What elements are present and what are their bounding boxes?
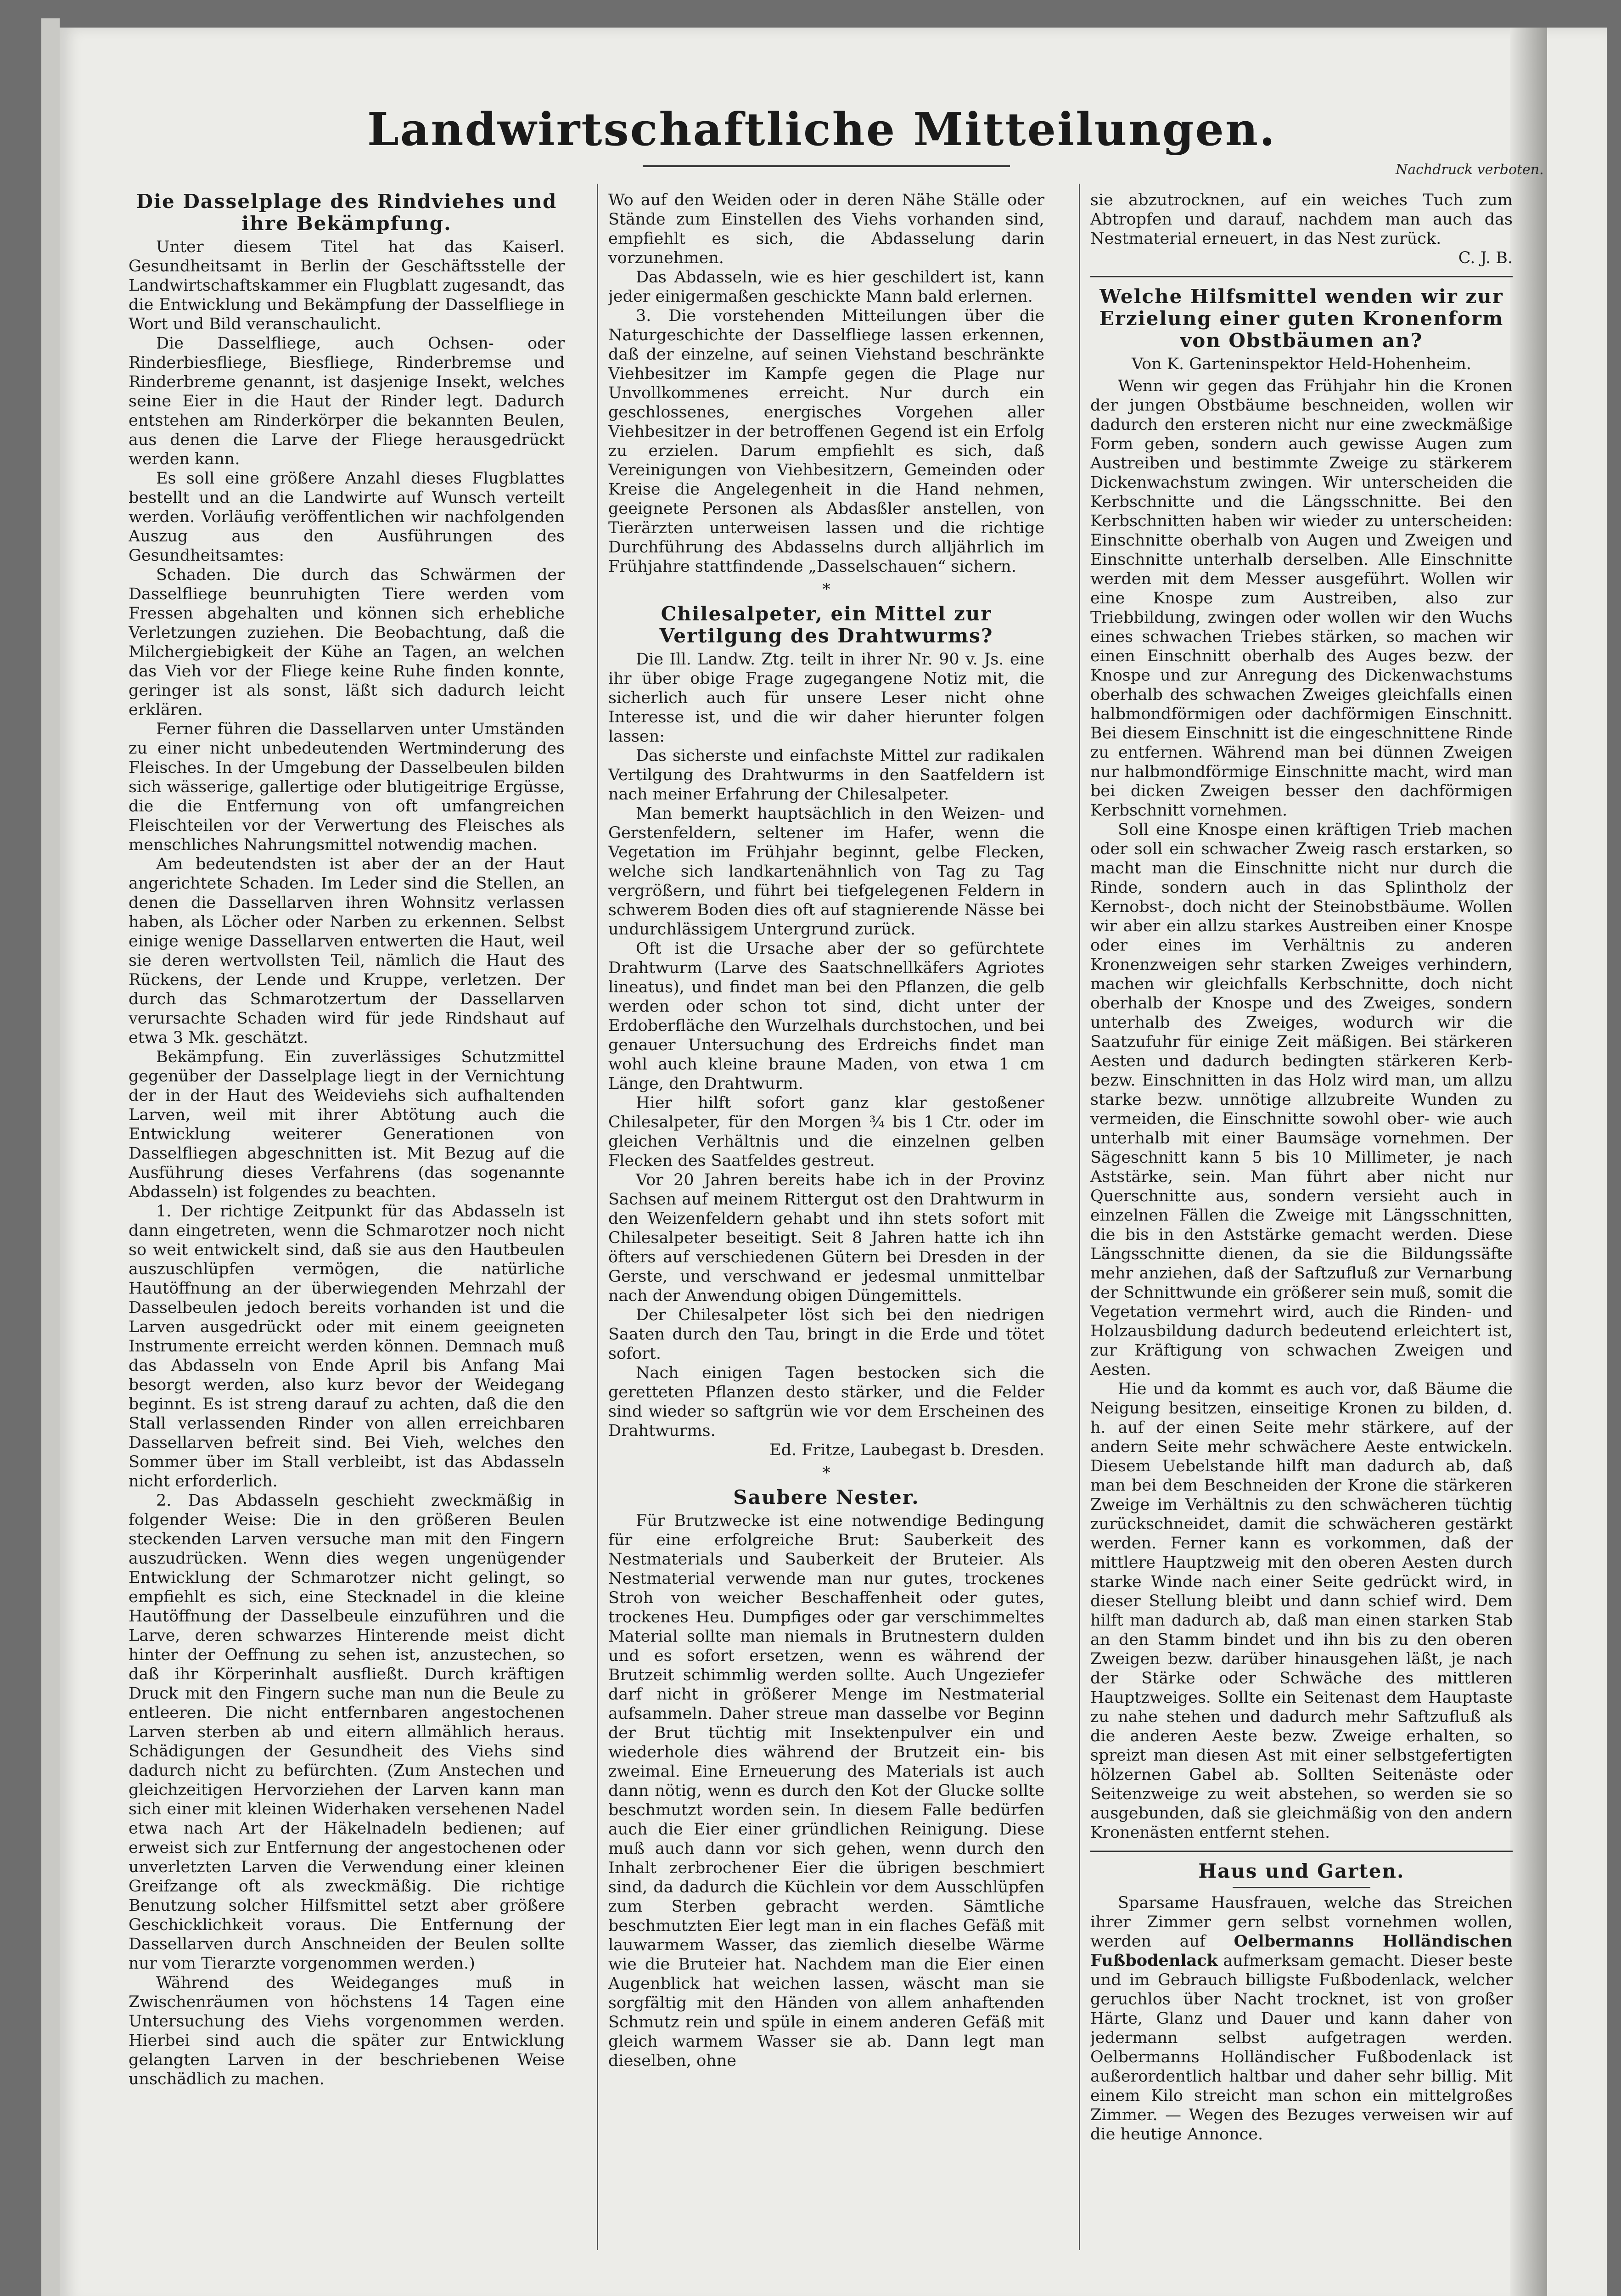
ad-text: aufmerksam gemacht. Dieser beste und im Gebrauch billigste Fußbodenlack, welcher geruchlos über Nacht trocknet, ist von großer Härte, Glanz und Dauer und kann daher von jedermann selbst aufgetragen werden. Oelbermanns Holländischer Fußbodenlack ist außerordentlich haltbar und daher sehr billig. Mit einem Kilo streicht man schon ein mittelgroßes Zimmer. — Wegen des Bezuges verweisen wir auf die heutige Annonce.	[1090, 1952, 1513, 2144]
paragraph: Wo auf den Weiden oder in deren Nähe Ställe oder Stände zum Einstellen des Viehs vorhanden sind, empfiehlt es sich, die Abdasselung darin vorzunehmen.	[608, 191, 1044, 267]
paragraph: Unter diesem Titel hat das Kaiserl. Gesundheitsamt in Berlin der Geschäftsstelle der Landwirtschaftskammer ein Flugblatt zugesandt, das die Entwicklung und Bekämpfung der Dasselfliege in Wort und Bild veranschaulicht.	[129, 238, 565, 333]
paragraph: Soll eine Knospe einen kräftigen Trieb machen oder soll ein schwacher Zweig rasch erstarken, so macht man die Einschnitte nicht nur durch die Rinde, sondern auch in das Splintholz der Kernobst-, doch nicht der Steinobstbäume. Wollen wir aber ein allzu starkes Austreiben einer Knospe oder eines im Verhältnis zu anderen Kronenzweigen sehr starken Zweiges verhindern, machen wir gleichfalls Kerbschnitte, doch nicht oberhalb der Knospe und des Zweiges, sondern unterhalb des Zweiges, wodurch wir die Saatzufuhr für einige Zeit mäßigen. Bei stärkeren Aesten und dadurch bedingten stärkeren Kerb- bezw. Einschnitten in das Holz wird man, um allzu starke bezw. unnötige allzubreite Wunden zu vermeiden, die Einschnitte sowohl ober- wie auch unterhalb mit einer Baumsäge vornehmen. Der Sägeschnitt kann 5 bis 10 Millimeter, je nach Aststärke, sein. Man führt aber nicht nur Querschnitte aus, sondern versieht auch in einzelnen Fällen die Zweige mit Längsschnitten, die bis in den Aststärke gemacht werden. Diese Längsschnitte dienen, da sie die Bildungssäfte mehr anziehen, daß der Saftzufluß zur Vernarbung der Schnittwunde ein größerer sein muß, somit die Vegetation vermehrt wird, auch die Rinden- und Holzausbildung dadurch bedeutend erleichtert ist, zur Kräftigung von schwachen Zweigen und Aesten.	[1090, 821, 1513, 1379]
product-name: Oelbermanns Holländischen Fußbodenlack	[1090, 1932, 1513, 1970]
paragraph: Während des Weideganges muß in Zwischenräumen von höchstens 14 Tagen eine Untersuchung des Viehs vorgenommen werden. Hierbei sind auch die später zur Entwicklung gelangten Larven in der beschriebenen Weise unschädlich zu machen.	[129, 1974, 565, 2088]
section-rule	[1090, 276, 1513, 277]
paragraph: Vor 20 Jahren bereits habe ich in der Provinz Sachsen auf meinem Rittergut ost den Drahtwurm in den Weizenfeldern gehabt und ihn stets sofort mit Chilesalpeter beseitigt. Seit 8 Jahren hatte ich ihn öfters auf verschiedenen Gütern bei Dresden in der Gerste, und verschwand er jedesmal unmittelbar nach der Anwendung obigen Düngemittels.	[608, 1171, 1044, 1305]
column-separator	[1079, 184, 1080, 2250]
paragraph: Die Dasselfliege, auch Ochsen- oder Rinderbiesfliege, Biesfliege, Rinderbremse und Rinderbreme genannt, ist dasjenige Insekt, welches seine Eier in die Haut der Rinder legt. Dadurch entstehen am Rinderkörper die bekannten Beulen, aus denen die Larve der Fliege herausgedrückt werden kann.	[129, 334, 565, 468]
author-signature: Ed. Fritze, Laubegast b. Dresden.	[769, 1441, 1044, 1459]
section-title: Haus und Garten.	[1198, 1860, 1405, 1882]
paragraph: Der Chilesalpeter löst sich bei den niedrigen Saaten durch den Tau, bringt in die Erde und tötet sofort.	[608, 1306, 1044, 1363]
separator-star: *	[822, 1464, 830, 1482]
ad-text: Sparsame Hausfrauen, welche das Streichen ihrer Zimmer gern selbst vornehmen wollen, werden auf	[1090, 1894, 1513, 1951]
paragraph: sie abzutrocknen, auf ein weiches Tuch zum Abtropfen und darauf, nachdem man auch das Nestmaterial erneuert, in das Nest zurück.	[1090, 191, 1513, 248]
paragraph: Hier hilft sofort ganz klar gestoßener Chilesalpeter, für den Morgen ¾ bis 1 Ctr. oder im gleichen Verhältnis und die einzelnen gelben Flecken des Saatfeldes gestreut.	[608, 1094, 1044, 1170]
separator-star: *	[822, 580, 830, 599]
paragraph	[1090, 1893, 1513, 2144]
paragraph: 2. Das Abdasseln geschieht zweckmäßig in folgender Weise: Die in den größeren Beulen steckenden Larven versuche man mit den Fingern auszudrücken. Wenn dies wegen ungenügender Entwicklung der Schmarotzer nicht gelingt, so empfiehlt es sich, eine Stecknadel in die kleine Hautöffnung der Dasselbeule einzuführen und die Larve, deren schwarzes Hinterende meist dicht hinter der Oeffnung zu sehen ist, anzustechen, so daß ihr Körperinhalt ausfließt. Durch kräftigen Druck mit den Fingern suche man nun die Beule zu entleeren. Die nicht entfernbaren angestochenen Larven sterben ab und eitern allmählich heraus. Schädigungen der Gesundheit des Viehs sind dadurch nicht zu befürchten. (Zum Anstechen und gleichzeitigen Hervorziehen der Larven kann man sich einer mit kleinen Widerhaken versehenen Nadel etwa nach Art der Häkelnadeln bedienen; auf erweist sich zur Entfernung der angestochenen oder unverletzten Larven die Verwendung einer kleinen Greifzange oft als zweckmäßig. Die richtige Benutzung solcher Hilfsmittel setzt aber größere Geschicklichkeit voraus. Die Entfernung der Dassellarven durch Anschneiden der Beulen sollte nur vom Tierarzte vorgenommen werden.)	[129, 1491, 565, 1973]
page-edge-left	[41, 18, 60, 2296]
paragraph: 1. Der richtige Zeitpunkt für das Abdasseln ist dann eingetreten, wenn die Schmarotzer noch nicht so weit entwickelt sind, daß sie aus den Hautbeulen auszuschlüpfen vermögen, die natürliche Hautöffnung an der überwiegenden Mehrzahl der Dasselbeulen jedoch bereits vorhanden ist und die Larven ausgedrückt oder mit einem geeigneten Instrumente erreicht werden können. Demnach muß das Abdasseln von Ende April bis Anfang Mai besorgt werden, also kurz bevor der Weidegang beginnt. Es ist streng darauf zu achten, daß die den Stall verlassenden Rinder von allen erreichbaren Dassellarven befreit sind. Bei Vieh, welches den Sommer über im Stall verbleibt, ist das Abdasseln nicht erforderlich.	[129, 1202, 565, 1491]
column-separator	[597, 184, 598, 2250]
page-edge-right	[1510, 28, 1547, 2296]
paragraph: Für Brutzwecke ist eine notwendige Bedingung für eine erfolgreiche Brut: Sauberkeit des Nestmaterials und Sauberkeit der Bruteier. Als Nestmaterial verwende man nur gutes, trockenes Stroh von weicher Beschaffenheit oder gutes, trockenes Heu. Dumpfiges oder gar verschimmeltes Material sollte man niemals in Brutnestern dulden und es sofort ersetzen, wenn es während der Brutzeit schimmlig werden sollte. Auch Ungeziefer darf nicht in größerer Menge im Nestmaterial aufsammeln. Daher streue man dasselbe vor Beginn der Brut tüchtig mit Insektenpulver ein und wiederhole dies während der Brutzeit ein- bis zweimal. Eine Erneuerung des Materials ist auch dann nötig, wenn es durch den Kot der Glucke sollte beschmutzt worden sein. In diesem Falle bedürfen auch die Eier einer gründlichen Reinigung. Diese muß auch dann vor sich gehen, wenn durch den Inhalt zerbrochener Eier die übrigen beschmiert sind, da dadurch die Küchlein vor dem Ausschlüpfen zum Sterben gebracht werden. Sämtliche beschmutzten Eier legt man in ein flaches Gefäß mit lauwarmem Wasser, das ziemlich dieselbe Wärme wie die Bruteier hat. Nachdem man die Eier einen Augenblick hat weichen lassen, wäscht man sie sorgfältig mit den Händen von allem anhaftenden Schmutz rein und spüle in einem anderen Gefäß mit gleich warmem Wasser sie ab. Dann legt man dieselben, ohne	[608, 1512, 1044, 2070]
section-rule	[1090, 1851, 1513, 1852]
paragraph: Bekämpfung. Ein zuverlässiges Schutzmittel gegenüber der Dasselplage liegt in der Vernichtung der in der Haut des Weideviehs sich aufhaltenden Larven, weil mit ihrer Abtötung auch die Entwicklung weiterer Generationen von Dasselfliegen abgeschnitten ist. Mit Bezug auf die Ausführung dieses Verfahrens (das sogenannte Abdasseln) ist folgendes zu beachten.	[129, 1048, 565, 1201]
article-title: Welche Hilfsmittel wenden wir zur Erzielung einer guten Kronenform von Obstbäumen an?	[1099, 285, 1504, 352]
masthead: Landwirtschaftliche Mitteilungen.	[367, 103, 1277, 156]
masthead-rule	[643, 165, 1010, 167]
paragraph: Man bemerkt hauptsächlich in den Weizen- und Gerstenfeldern, seltener im Hafer, wenn die Vegetation im Frühjahr beginnt, gelbe Flecken, welche sich landkartenähnlich von Tag zu Tag vergrößern, und führt bei tiefgelegenen Feldern in schwerem Boden dies oft auf stagnierende Nässe bei undurchlässigem Untergrund zurück.	[608, 805, 1044, 939]
column-3	[1090, 191, 1513, 2257]
article-title: Chilesalpeter, ein Mittel zur Vertilgung des Drahtwurms?	[659, 602, 993, 647]
article-title: Die Dasselplage des Rindviehes und ihre Bekämpfung.	[136, 191, 557, 235]
paragraph: Ferner führen die Dassellarven unter Umständen zu einer nicht unbedeutenden Wertminderung des Fleisches. In der Umgebung der Dasselbeulen bilden sich wässerige, gallertige oder blutigeitrige Ergüsse, die die Entfernung von oft umfangreichen Fleischteilen vor der Verwertung des Fleisches als menschliches Nahrungsmittel notwendig machen.	[129, 720, 565, 854]
article-title: Saubere Nester.	[733, 1486, 920, 1508]
paragraph: Schaden. Die durch das Schwärmen der Dasselfliege beunruhigten Tiere werden vom Fressen abgehalten und können sich erhebliche Verletzungen zuziehen. Die Beobachtung, daß die Milchergiebigkeit der Kühe an Tagen, an welchen das Vieh vor der Fliege keine Ruhe finden konnte, geringer ist als sonst, läßt sich dadurch leicht erklären.	[129, 566, 565, 719]
paragraph: Wenn wir gegen das Frühjahr hin die Kronen der jungen Obstbäume beschneiden, wollen wir dadurch den ersteren nicht nur eine zweckmäßige Form geben, sondern auch gewisse Augen zum Austreiben und bestimmte Zweige zu stärkerem Dickenwachstum zwingen. Wir unterscheiden die Kerbschnitte und die Längsschnitte. Bei den Kerbschnitten haben wir wieder zu unterscheiden: Einschnitte oberhalb von Augen und Zweigen und Einschnitte unterhalb derselben. Alle Einschnitte werden mit dem Messer ausgeführt. Wollen wir eine Knospe zum Austreiben, also zur Triebbildung, zwingen oder wollen wir den Wuchs eines schwachen Triebes stärken, so machen wir einen Einschnitt oberhalb des Auges bezw. der Knospe und zur Anregung des Dickenwachstums oberhalb des schwachen Zweiges gleichfalls einen halbmondförmigen oder dachförmigen Einschnitt. Bei diesem Einschnitt ist die eingeschnittene Rinde zu entfernen. Während man bei dünnen Zweigen nur halbmondförmige Einschnitte macht, wird man bei dicken Zweigen besser den dachförmigen Kerbschnitt vornehmen.	[1090, 377, 1513, 820]
paragraph: Die Ill. Landw. Ztg. teilt in ihrer Nr. 90 v. Js. eine ihr über obige Frage zugegangene Notiz mit, die sicherlich auch für unsere Leser nicht ohne Interesse ist, und die wir daher hierunter folgen lassen:	[608, 650, 1044, 746]
reprint-notice: Nachdruck verboten.	[1396, 162, 1544, 178]
paragraph: Hie und da kommt es auch vor, daß Bäume die Neigung besitzen, einseitige Kronen zu bilden, d. h. auf der einen Seite mehr stärkere, auf der andern Seite mehr schwächere Aeste entwickeln. Diesem Uebelstande hilft man dadurch ab, daß man bei dem Beschneiden der Krone die stärkeren Zweige im Verhältnis zu den schwächeren tüchtig zurückschneidet, damit die schwächeren gestärkt werden. Ferner kann es vorkommen, daß der mittlere Hauptzweig mit den oberen Aesten durch starke Winde nach einer Seite gedrückt wird, in dieser Stellung bleibt und dann schief wird. Dem hilft man dadurch ab, daß man einen starken Stab an den Stamm bindet und ihn bis zu den oberen Zweigen bezw. darüber hinausgehen läßt, je nach der Stärke oder Schwäche des mittleren Hauptzweiges. Sollte ein Seitenast dem Hauptaste zu nahe stehen und dadurch mehr Saftzufluß als die anderen Aeste bezw. Zweige erhalten, so spreizt man diesen Ast mit einer selbstgefertigten hölzernen Gabel ab. Sollten Seitenäste oder Seitenzweige zu weit abstehen, so werden sie so ausgebunden, daß sie gleichmäßig von den andern Kronenästen entfernt stehen.	[1090, 1380, 1513, 1842]
article-byline: Von K. Garteninspektor Held-Hohenheim.	[1132, 355, 1471, 373]
paragraph: Das Abdasseln, wie es hier geschildert ist, kann jeder einigermaßen geschickte Mann bald erlernen.	[608, 268, 1044, 306]
paragraph: 3. Die vorstehenden Mitteilungen über die Naturgeschichte der Dasselfliege lassen erkennen, daß der einzelne, auf seinen Viehstand beschränkte Viehbesitzer im Kampfe gegen die Plage nur Unvollkommenes erreicht. Nur durch ein geschlossenes, energisches Vorgehen aller Viehbesitzer in der betroffenen Gegend ist ein Erfolg zu erzielen. Darum empfiehlt es sich, daß Vereinigungen von Viehbesitzern, Gemeinden oder Kreise die Angelegenheit in die Hand nehmen, geeignete Personen als Abdasßler anstellen, von Tierärzten unterweisen lassen und die richtige Durchführung des Abdasselns durch alljährlich im Frühjahre stattfindende „Dasselschauen“ sichern.	[608, 307, 1044, 576]
column-2	[608, 191, 1044, 2257]
paragraph: Oft ist die Ursache aber der so gefürchtete Drahtwurm (Larve des Saatschnellkäfers Agriotes lineatus), und findet man bei den Pflanzen, die gelb werden oder schon tot sind, dicht unter der Erdoberfläche den Wurzelhals durchstochen, und bei genauer Untersuchung des Erdreichs findet man wohl auch kleine braune Maden, von etwa 1 cm Länge, den Drahtwurm.	[608, 940, 1044, 1093]
paragraph: Das sicherste und einfachste Mittel zur radikalen Vertilgung des Drahtwurms in den Saatfeldern ist nach meiner Erfahrung der Chilesalpeter.	[608, 747, 1044, 804]
paragraph: Am bedeutendsten ist aber der an der Haut angerichtete Schaden. Im Leder sind die Stellen, an denen die Dassellarven ihren Wohnsitz verlassen haben, als Löcher oder Narben zu erkennen. Selbst einige wenige Dassellarven entwerten die Haut, weil sie deren wertvollsten Teil, nämlich die Haut des Rückens, der Lende und Kruppe, verletzen. Der durch das Schmarotzertum der Dassellarven verursachte Schaden wird für jede Rindshaut auf etwa 3 Mk. geschätzt.	[129, 855, 565, 1047]
title-underline	[1233, 1887, 1370, 1888]
paragraph: Nach einigen Tagen bestocken sich die geretteten Pflanzen desto stärker, und die Felder sind wieder so saftgrün wie vor dem Erscheinen des Drahtwurms.	[608, 1364, 1044, 1440]
column-1	[129, 191, 565, 2257]
paragraph: Es soll eine größere Anzahl dieses Flugblattes bestellt und an die Landwirte auf Wunsch verteilt werden. Vorläufig veröffentlichen wir nachfolgenden Auszug aus den Ausführungen des Gesundheitsamtes:	[129, 469, 565, 565]
author-signature: C. J. B.	[1458, 249, 1513, 267]
